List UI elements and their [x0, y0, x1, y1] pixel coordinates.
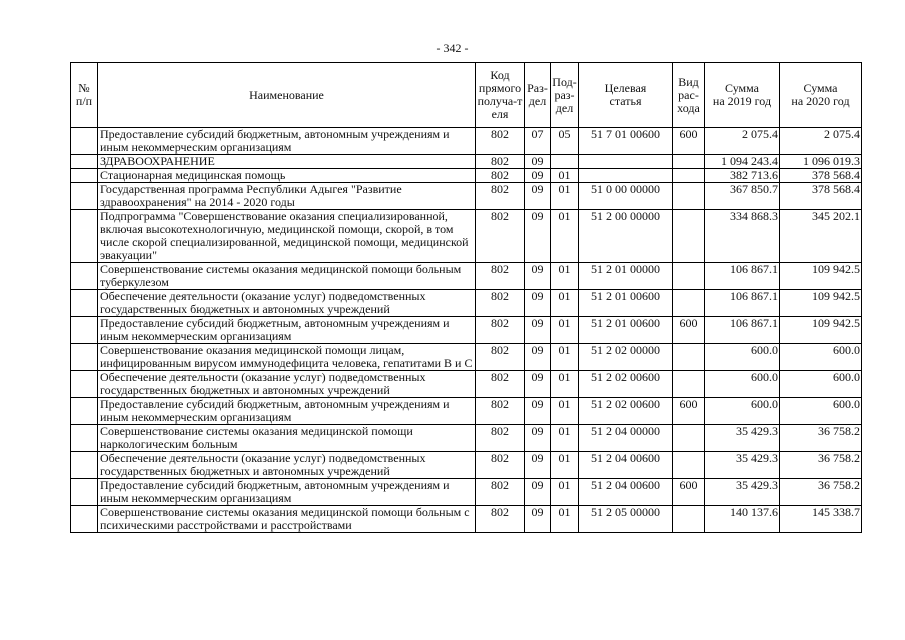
row-name: Обеспечение деятельности (оказание услуг) подведомственных государственных бюджетных и автономных учреждений: [98, 290, 476, 317]
row-sum-2020: 600.0: [780, 344, 862, 371]
table-row: [71, 210, 862, 263]
row-sum-2019: 35 429.3: [705, 479, 780, 506]
row-section: 07: [525, 128, 551, 155]
row-sum-2019: 600.0: [705, 344, 780, 371]
row-expense-type: 600: [673, 398, 705, 425]
row-target-article: 51 2 00 00000: [579, 210, 673, 263]
row-number: [71, 290, 98, 317]
table-row: [71, 169, 862, 183]
row-sum-2019: 106 867.1: [705, 317, 780, 344]
col-header-target-article: Целевая статья: [579, 63, 673, 128]
col-header-recipient-code: Код прямого получа-т еля: [476, 63, 525, 128]
row-subsection: 01: [551, 452, 579, 479]
row-sum-2019: 140 137.6: [705, 506, 780, 533]
row-sum-2019: 600.0: [705, 398, 780, 425]
row-name: Государственная программа Республики Адыгея "Развитие здравоохранения" на 2014 - 2020 годы: [98, 183, 476, 210]
row-subsection: 01: [551, 210, 579, 263]
row-number: [71, 506, 98, 533]
row-recipient-code: 802: [476, 506, 525, 533]
row-expense-type: [673, 290, 705, 317]
row-section: 09: [525, 290, 551, 317]
row-name: Совершенствование системы оказания медицинской помощи больным туберкулезом: [98, 263, 476, 290]
row-name: Совершенствование системы оказания медицинской помощи наркологическим больным: [98, 425, 476, 452]
row-target-article: 51 2 01 00000: [579, 263, 673, 290]
row-name: Обеспечение деятельности (оказание услуг) подведомственных государственных бюджетных и автономных учреждений: [98, 452, 476, 479]
row-target-article: [579, 155, 673, 169]
row-name: Предоставление субсидий бюджетным, автономным учреждениям и иным некоммерческим организациям: [98, 479, 476, 506]
row-expense-type: [673, 506, 705, 533]
row-name: ЗДРАВООХРАНЕНИЕ: [98, 155, 476, 169]
row-subsection: 01: [551, 290, 579, 317]
row-subsection: 05: [551, 128, 579, 155]
page-number: - 342 -: [436, 41, 469, 55]
table-row: [71, 425, 862, 452]
row-section: 09: [525, 398, 551, 425]
row-recipient-code: 802: [476, 371, 525, 398]
table-header-row: [71, 63, 862, 128]
table-row: [71, 371, 862, 398]
row-recipient-code: 802: [476, 169, 525, 183]
table-row: [71, 317, 862, 344]
row-name: Совершенствование системы оказания медицинской помощи больным с психическими расстройствами и расстройствами: [98, 506, 476, 533]
row-number: [71, 479, 98, 506]
row-expense-type: [673, 344, 705, 371]
row-sum-2020: 345 202.1: [780, 210, 862, 263]
row-recipient-code: 802: [476, 210, 525, 263]
table-row: [71, 290, 862, 317]
row-number: [71, 317, 98, 344]
row-expense-type: [673, 210, 705, 263]
row-name: Обеспечение деятельности (оказание услуг) подведомственных государственных бюджетных и автономных учреждений: [98, 371, 476, 398]
row-sum-2020: 378 568.4: [780, 183, 862, 210]
row-expense-type: [673, 155, 705, 169]
row-target-article: 51 2 01 00600: [579, 290, 673, 317]
row-recipient-code: 802: [476, 290, 525, 317]
col-header-name: Наименование: [98, 63, 476, 128]
row-target-article: 51 2 05 00000: [579, 506, 673, 533]
row-sum-2020: 378 568.4: [780, 169, 862, 183]
row-name: Совершенствование оказания медицинской помощи лицам, инфицированным вирусом иммунодефицита человека, гепатитами В и С: [98, 344, 476, 371]
row-sum-2019: 367 850.7: [705, 183, 780, 210]
row-expense-type: 600: [673, 317, 705, 344]
row-name: Предоставление субсидий бюджетным, автономным учреждениям и иным некоммерческим организациям: [98, 398, 476, 425]
row-sum-2020: 36 758.2: [780, 479, 862, 506]
row-number: [71, 344, 98, 371]
row-subsection: 01: [551, 479, 579, 506]
table-row: [71, 183, 862, 210]
row-number: [71, 425, 98, 452]
row-recipient-code: 802: [476, 155, 525, 169]
row-section: 09: [525, 479, 551, 506]
row-sum-2020: 145 338.7: [780, 506, 862, 533]
table-row: [71, 344, 862, 371]
row-recipient-code: 802: [476, 452, 525, 479]
row-sum-2020: 2 075.4: [780, 128, 862, 155]
row-sum-2019: 35 429.3: [705, 452, 780, 479]
row-subsection: 01: [551, 263, 579, 290]
row-expense-type: [673, 425, 705, 452]
row-recipient-code: 802: [476, 128, 525, 155]
row-target-article: 51 7 01 00600: [579, 128, 673, 155]
row-number: [71, 263, 98, 290]
row-expense-type: [673, 452, 705, 479]
row-subsection: [551, 155, 579, 169]
row-subsection: 01: [551, 183, 579, 210]
row-subsection: 01: [551, 169, 579, 183]
row-section: 09: [525, 371, 551, 398]
row-recipient-code: 802: [476, 344, 525, 371]
col-header-subsection: Под- раз- дел: [551, 63, 579, 128]
row-sum-2019: 2 075.4: [705, 128, 780, 155]
col-header-number: № п/п: [71, 63, 98, 128]
table-row: [71, 263, 862, 290]
row-section: 09: [525, 263, 551, 290]
table-body: [71, 128, 862, 533]
row-subsection: 01: [551, 425, 579, 452]
row-section: 09: [525, 183, 551, 210]
row-name: Стационарная медицинская помощь: [98, 169, 476, 183]
row-target-article: 51 2 04 00600: [579, 479, 673, 506]
row-section: 09: [525, 210, 551, 263]
row-target-article: 51 0 00 00000: [579, 183, 673, 210]
table-row: [71, 506, 862, 533]
row-sum-2019: 35 429.3: [705, 425, 780, 452]
row-subsection: 01: [551, 398, 579, 425]
row-sum-2019: 382 713.6: [705, 169, 780, 183]
row-name: Подпрограмма "Совершенствование оказания специализированной, включая высокотехнологичную, медицинской помощи, скорой, в том числе скорой специализированной, медицинской помощи, медицинской эвакуации": [98, 210, 476, 263]
row-name: Предоставление субсидий бюджетным, автономным учреждениям и иным некоммерческим организациям: [98, 128, 476, 155]
row-sum-2020: 36 758.2: [780, 452, 862, 479]
row-name: Предоставление субсидий бюджетным, автономным учреждениям и иным некоммерческим организациям: [98, 317, 476, 344]
row-target-article: 51 2 02 00000: [579, 344, 673, 371]
table-row: [71, 155, 862, 169]
row-number: [71, 183, 98, 210]
row-section: 09: [525, 317, 551, 344]
table-row: [71, 479, 862, 506]
row-expense-type: [673, 169, 705, 183]
table-row: [71, 128, 862, 155]
row-sum-2019: 334 868.3: [705, 210, 780, 263]
row-section: 09: [525, 506, 551, 533]
row-sum-2020: 36 758.2: [780, 425, 862, 452]
row-section: 09: [525, 155, 551, 169]
row-recipient-code: 802: [476, 479, 525, 506]
row-expense-type: 600: [673, 128, 705, 155]
row-sum-2020: 109 942.5: [780, 317, 862, 344]
row-subsection: 01: [551, 506, 579, 533]
row-sum-2020: 109 942.5: [780, 263, 862, 290]
row-sum-2019: 106 867.1: [705, 290, 780, 317]
row-section: 09: [525, 452, 551, 479]
row-expense-type: [673, 183, 705, 210]
row-number: [71, 371, 98, 398]
row-recipient-code: 802: [476, 183, 525, 210]
row-recipient-code: 802: [476, 317, 525, 344]
budget-table: [70, 62, 862, 533]
row-number: [71, 398, 98, 425]
row-sum-2019: 106 867.1: [705, 263, 780, 290]
col-header-expense-type: Вид рас- хода: [673, 63, 705, 128]
row-number: [71, 210, 98, 263]
row-section: 09: [525, 169, 551, 183]
row-target-article: 51 2 01 00600: [579, 317, 673, 344]
row-subsection: 01: [551, 371, 579, 398]
row-number: [71, 169, 98, 183]
row-target-article: 51 2 02 00600: [579, 398, 673, 425]
row-sum-2020: 1 096 019.3: [780, 155, 862, 169]
row-recipient-code: 802: [476, 398, 525, 425]
row-sum-2020: 600.0: [780, 371, 862, 398]
row-number: [71, 128, 98, 155]
row-expense-type: [673, 371, 705, 398]
row-sum-2020: 109 942.5: [780, 290, 862, 317]
row-recipient-code: 802: [476, 425, 525, 452]
row-target-article: 51 2 04 00600: [579, 452, 673, 479]
col-header-sum-2020: Сумма на 2020 год: [780, 63, 862, 128]
row-section: 09: [525, 344, 551, 371]
row-subsection: 01: [551, 317, 579, 344]
row-expense-type: [673, 263, 705, 290]
row-section: 09: [525, 425, 551, 452]
row-expense-type: 600: [673, 479, 705, 506]
row-recipient-code: 802: [476, 263, 525, 290]
row-subsection: 01: [551, 344, 579, 371]
row-number: [71, 452, 98, 479]
row-sum-2020: 600.0: [780, 398, 862, 425]
col-header-section: Раз- дел: [525, 63, 551, 128]
row-sum-2019: 600.0: [705, 371, 780, 398]
row-target-article: 51 2 04 00000: [579, 425, 673, 452]
row-number: [71, 155, 98, 169]
row-sum-2019: 1 094 243.4: [705, 155, 780, 169]
row-target-article: 51 2 02 00600: [579, 371, 673, 398]
table-row: [71, 398, 862, 425]
table-row: [71, 452, 862, 479]
row-target-article: [579, 169, 673, 183]
col-header-sum-2019: Сумма на 2019 год: [705, 63, 780, 128]
